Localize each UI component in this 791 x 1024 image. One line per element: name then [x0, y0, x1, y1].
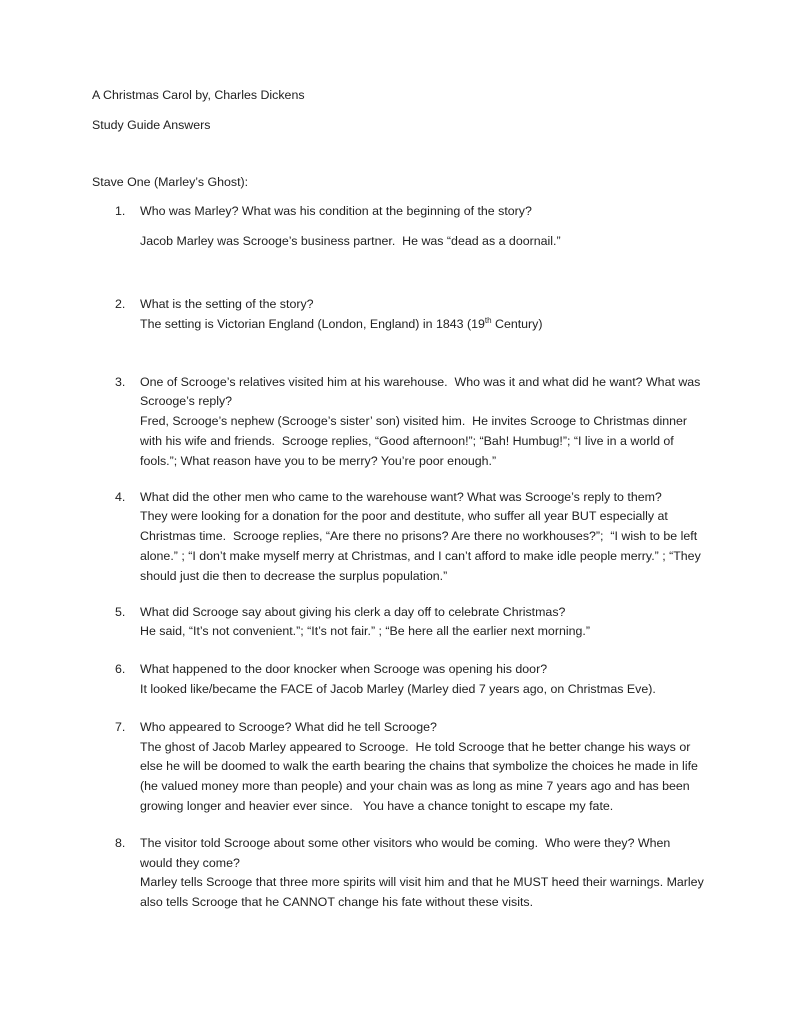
question-text: What did Scrooge say about giving his clerk a day off to celebrate Christmas? [140, 604, 566, 619]
item-content [140, 373, 705, 472]
item-content [140, 488, 705, 587]
item-number: 2. [115, 296, 126, 311]
answer-text: Fred, Scrooge’s nephew (Scrooge’s sister’ son) visited him. He invites Scrooge to Christmas dinner with his wife and friends. Scrooge replies, “Good afternoon!”; “Bah! Humbug!”; “I live in a world of fools.”; What reason have you to be merry? You’re poor enough.” [140, 414, 691, 468]
item-content [140, 202, 705, 252]
item-content [140, 718, 705, 817]
item-number: 8. [115, 835, 126, 850]
question-item-6 [115, 660, 705, 700]
question-item-7 [115, 718, 705, 817]
question-text: What happened to the door knocker when Scrooge was opening his door? [140, 662, 548, 677]
ordinal-superscript: th [484, 315, 492, 325]
question-item-5 [115, 603, 705, 643]
item-content [140, 834, 708, 913]
item-number: 5. [115, 604, 126, 619]
answer-text-part: Century) [491, 316, 543, 331]
question-text: Who appeared to Scrooge? What did he tell Scrooge? [140, 719, 437, 734]
document-subtitle: Study Guide Answers [92, 117, 211, 132]
answer-text: They were looking for a donation for the poor and destitute, who suffer all year BUT especially at Christmas time. Scrooge replies, “Are there no prisons? Are there no workhouses?”; “I wish to be left alone.” ; “I don’t make myself merry at Christmas, and I can’t afford to make idle people merry.” ; “They should just die then to decrease the surplus population.” [140, 509, 705, 583]
section-heading: Stave One (Marley’s Ghost): [92, 174, 249, 189]
answer-text [140, 315, 705, 335]
question-item-2 [115, 295, 705, 335]
item-number: 4. [115, 489, 126, 504]
question-item-4 [115, 488, 705, 587]
question-item-8 [115, 834, 708, 913]
question-text: One of Scrooge’s relatives visited him at his warehouse. Who was it and what did he want? What was Scrooge’s reply? [140, 374, 704, 409]
question-text: The visitor told Scrooge about some other visitors who would be coming. Who were they? When would they come? [140, 835, 674, 870]
answer-text: Marley tells Scrooge that three more spirits will visit him and that he MUST heed their warnings. Marley also tells Scrooge that he CANNOT change his fate without these visits. [140, 875, 708, 910]
answer-text: It looked like/became the FACE of Jacob Marley (Marley died 7 years ago, on Christmas Eve). [140, 681, 656, 696]
item-content [140, 660, 705, 700]
answer-text: The ghost of Jacob Marley appeared to Scrooge. He told Scrooge that he better change his ways or else he will be doomed to walk the earth bearing the chains that symbolize the choices he made in life (he valued money more than people) and your chain was as long as mine 7 years ago and has been growing longer and heavier ever since. You have a chance tonight to escape my fate. [140, 739, 702, 813]
item-number: 3. [115, 374, 126, 389]
question-item-3 [115, 373, 705, 472]
question-item-1 [115, 202, 705, 252]
question-list [115, 202, 708, 913]
question-text: Who was Marley? What was his condition at the beginning of the story? [140, 204, 532, 219]
document-title: A Christmas Carol by, Charles Dickens [92, 88, 305, 102]
answer-text: Jacob Marley was Scrooge’s business partner. He was “dead as a doornail.” [140, 234, 561, 249]
question-text: What did the other men who came to the warehouse want? What was Scrooge’s reply to them? [140, 489, 662, 504]
question-text: What is the setting of the story? [140, 296, 314, 311]
item-number: 1. [115, 204, 126, 219]
item-number: 7. [115, 719, 126, 734]
answer-text-part: The setting is Victorian England (London, England) in 1843 (19 [140, 316, 485, 331]
item-number: 6. [115, 662, 126, 677]
item-content [140, 603, 705, 643]
answer-text: He said, “It’s not convenient.”; “It’s not fair.” ; “Be here all the earlier next morning.” [140, 624, 590, 639]
item-content [140, 295, 705, 335]
